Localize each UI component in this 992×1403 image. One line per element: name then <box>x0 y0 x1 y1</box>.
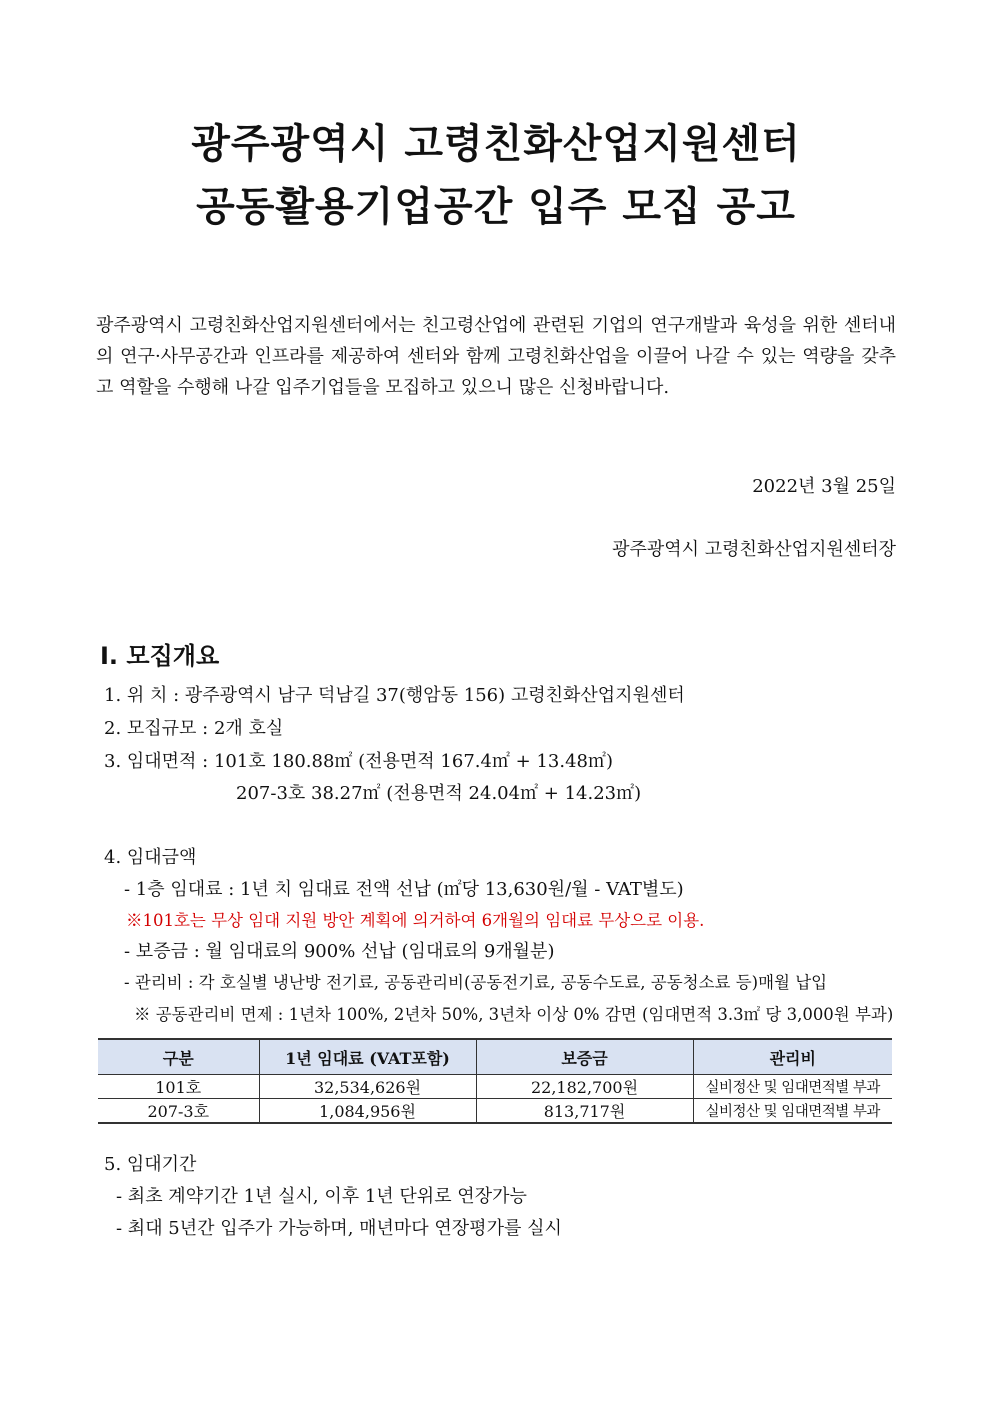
period-line-1: - 최초 계약기간 1년 실시, 이후 1년 단위로 연장가능 <box>116 1186 527 1207</box>
table-header-cell: 관리비 <box>693 1039 892 1075</box>
table-row <box>98 1075 892 1099</box>
table-cell: 32,534,626원 <box>259 1075 476 1099</box>
signature: 광주광역시 고령친화산업지원센터장 <box>612 539 896 560</box>
table-cell: 1,084,956원 <box>259 1099 476 1124</box>
table-cell: 실비정산 및 임대면적별 부과 <box>693 1099 892 1124</box>
title-line-1: 광주광역시 고령친화산업지원센터 <box>191 120 801 167</box>
area-line-2: 207-3호 38.27㎡ (전용면적 24.04㎡ + 14.23㎡) <box>236 783 642 804</box>
scale-line: 2. 모집규모 : 2개 호실 <box>104 718 284 739</box>
announcement-date: 2022년 3월 25일 <box>752 476 896 497</box>
section-heading: Ⅰ. 모집개요 <box>100 642 220 670</box>
management-line: - 관리비 : 각 호실별 냉난방 전기료, 공동관리비(공동전기료, 공동수도료, 공동청소료 등)매월 납입 <box>124 973 828 992</box>
rent-table <box>98 1038 892 1124</box>
table-header-cell: 구분 <box>98 1039 259 1075</box>
table-cell: 실비정산 및 임대면적별 부과 <box>693 1075 892 1099</box>
table-header-cell: 1년 임대료 (VAT포함) <box>259 1039 476 1075</box>
management-note: ※ 공동관리비 면제 : 1년차 100%, 2년차 50%, 3년차 이상 0% 감면 (임대면적 3.3㎡ 당 3,000원 부과) <box>134 1005 894 1024</box>
area-line-1: 3. 임대면적 : 101호 180.88㎡ (전용면적 167.4㎡ + 13.48㎡) <box>104 751 614 772</box>
table-cell: 101호 <box>98 1075 259 1099</box>
rent-free-note: ※101호는 무상 임대 지원 방안 계획에 의거하여 6개월의 임대료 무상으로 이용. <box>126 911 705 930</box>
table-cell: 813,717원 <box>476 1099 693 1124</box>
table-header-row <box>98 1039 892 1075</box>
table-row <box>98 1099 892 1124</box>
table-cell: 207-3호 <box>98 1099 259 1124</box>
intro-paragraph: 광주광역시 고령친화산업지원센터에서는 친고령산업에 관련된 기업의 연구개발과 육성을 위한 센터내의 연구·사무공간과 인프라를 제공하여 센터와 함께 고령친화산업을 이끌어 나갈 수 있는 역량을 갖추고 역할을 수행해 나갈 입주기업들을 모집하고 있으니 많은 신청바랍니다. <box>96 315 896 398</box>
rent-floor1-line: - 1층 임대료 : 1년 치 임대료 전액 선납 (㎡당 13,630원/월 - VAT별도) <box>124 879 684 900</box>
period-heading: 5. 임대기간 <box>104 1154 197 1175</box>
period-line-2: - 최대 5년간 입주가 가능하며, 매년마다 연장평가를 실시 <box>116 1218 562 1239</box>
location-line: 1. 위 치 : 광주광역시 남구 덕남길 37(행암동 156) 고령친화산업지원센터 <box>104 685 685 706</box>
title-line-2: 공동활용기업공간 입주 모집 공고 <box>196 183 796 230</box>
rent-heading: 4. 임대금액 <box>104 847 197 868</box>
table-cell: 22,182,700원 <box>476 1075 693 1099</box>
deposit-line: - 보증금 : 월 임대료의 900% 선납 (임대료의 9개월분) <box>124 941 555 962</box>
table-header-cell: 보증금 <box>476 1039 693 1075</box>
